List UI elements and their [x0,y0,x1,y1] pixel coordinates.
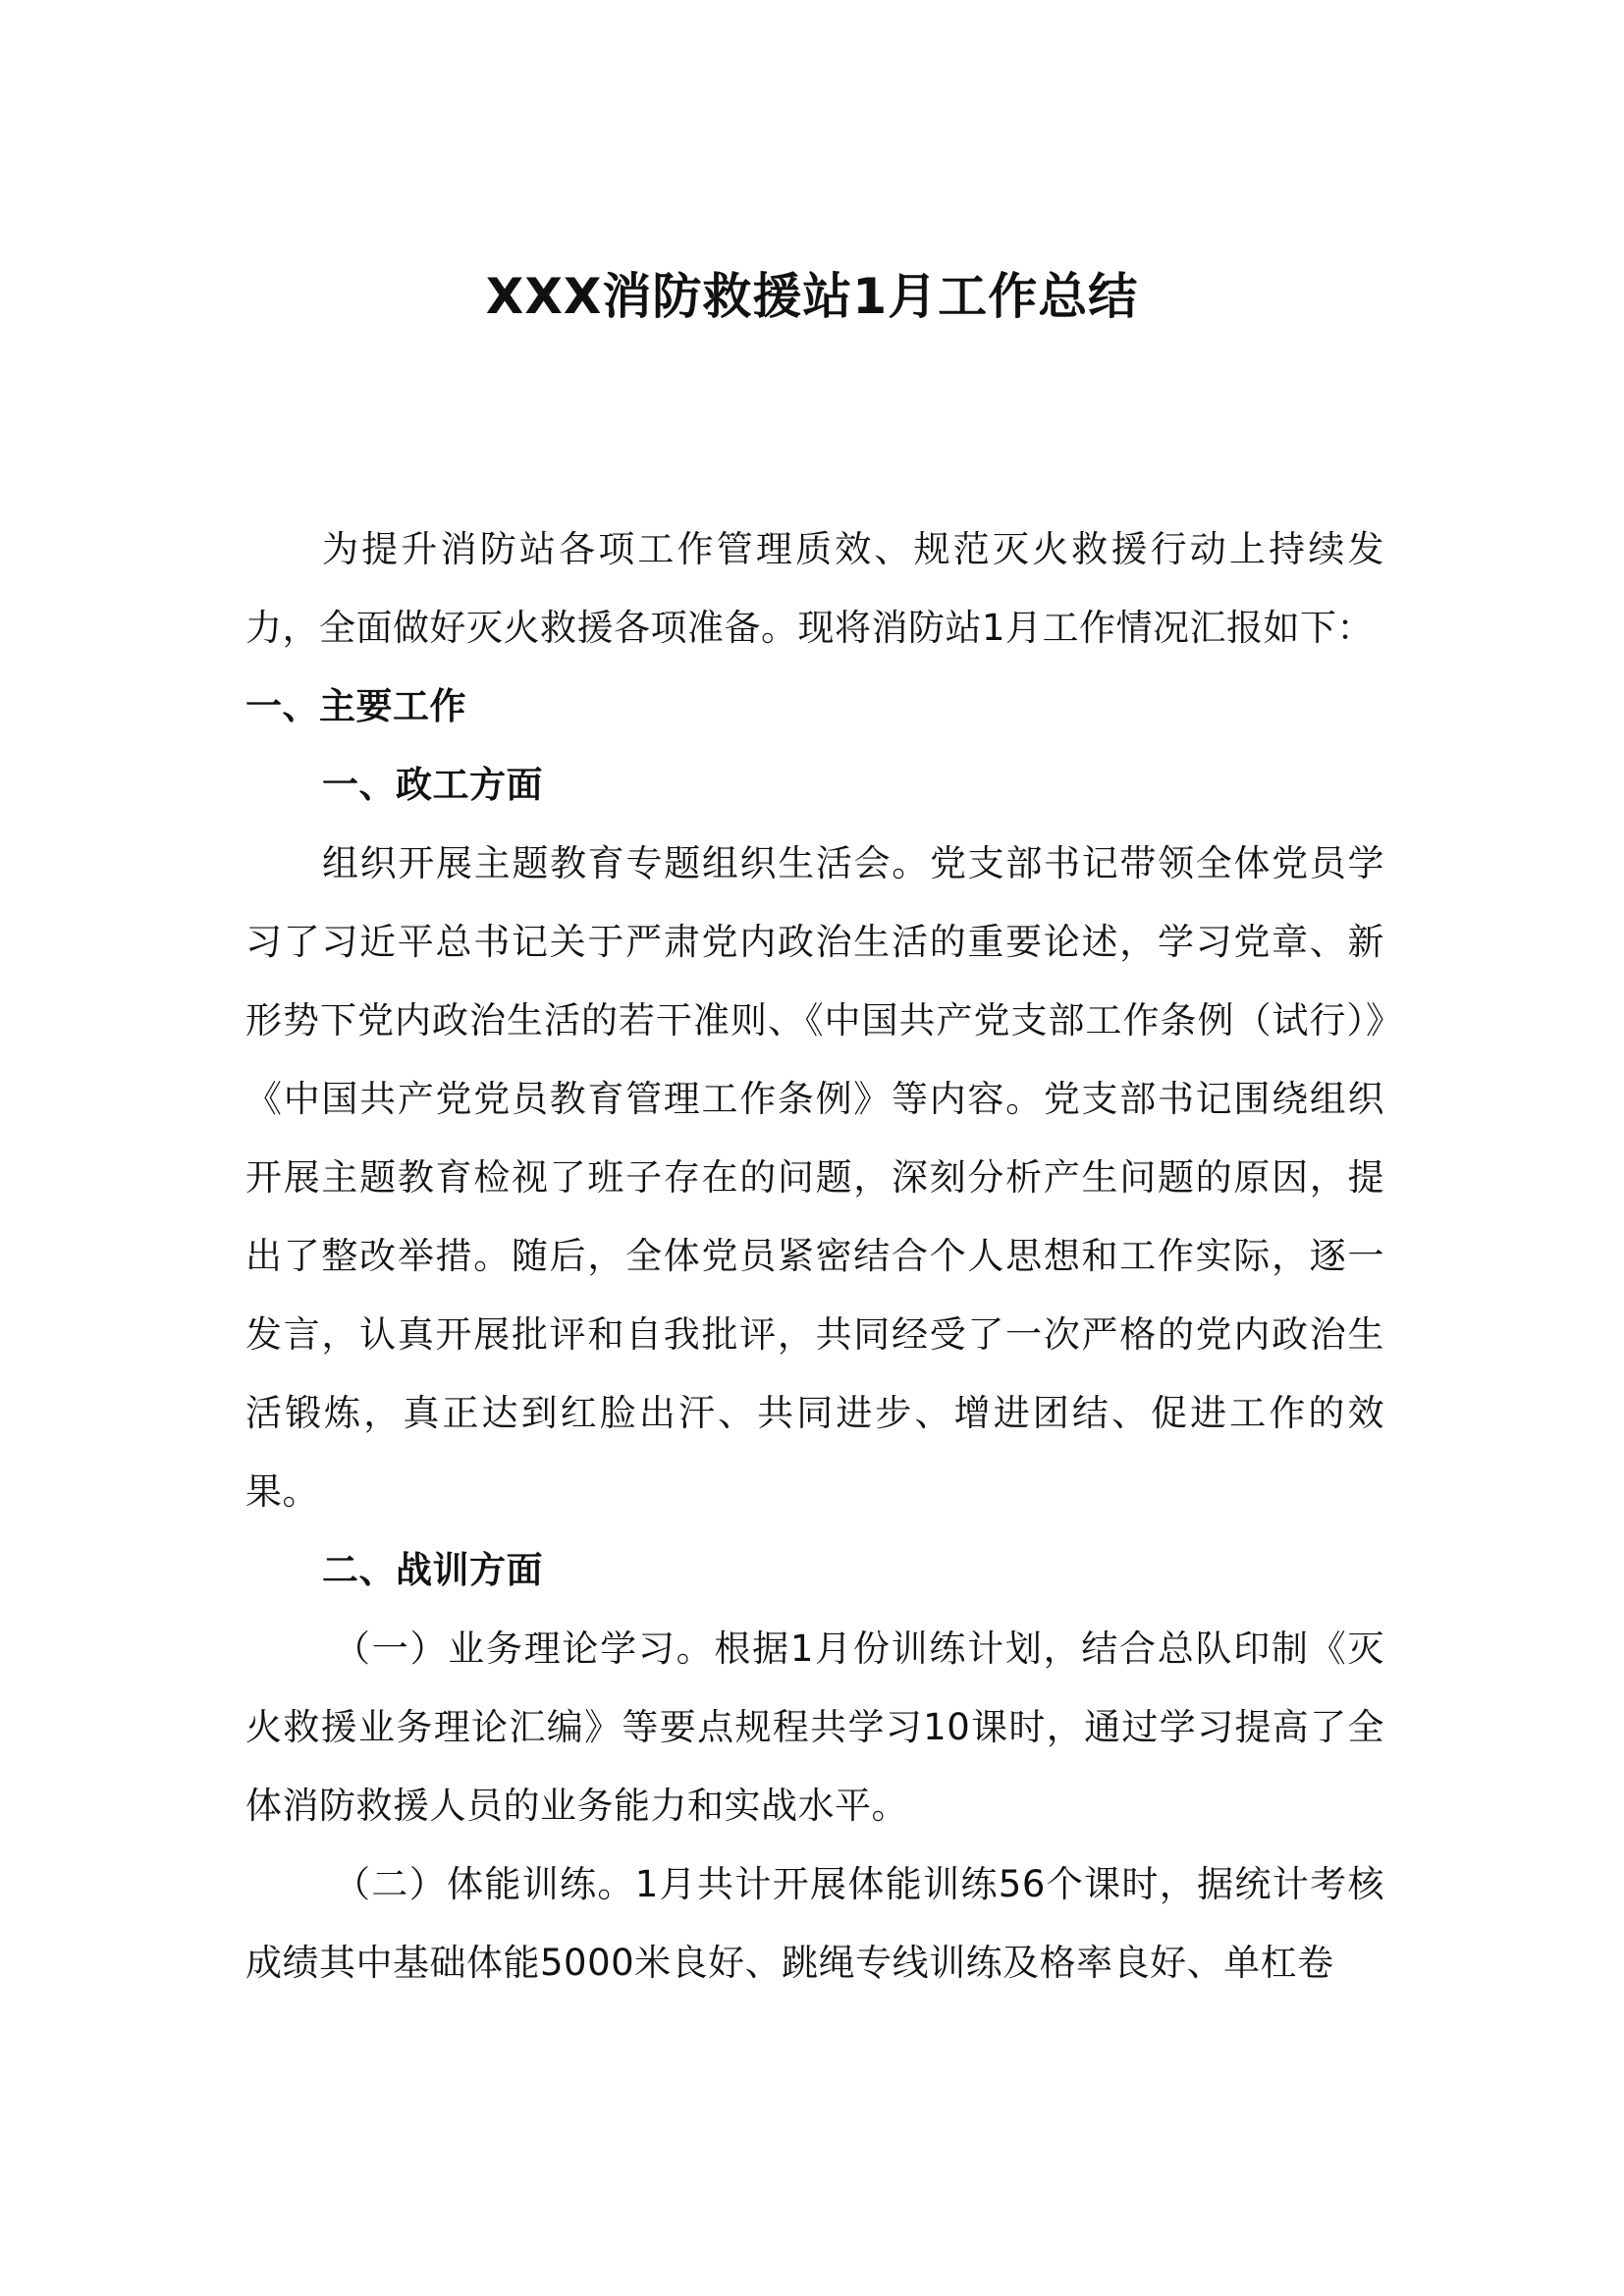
subsection-heading-political: 一、政工方面 [322,764,543,806]
document-title: XXX消防救援站1月工作总结 [485,268,1139,325]
political-work-paragraph: 组织开展主题教育专题组织生活会。党支部书记带领全体党员学习了习近平总书记关于严肃党内政治生活的重要论述，学习党章、新形势下党内政治生活的若干准则、《中国共产党支部工作条例（试行）》《中国共产党党员教育管理工作条例》等内容。党支部书记围绕组织开展主题教育检视了班子存在的问题，深刻分析产生问题的原因，提出了整改举措。随后，全体党员紧密结合个人思想和工作实际，逐一发言，认真开展批评和自我批评，共同经受了一次严格的党内政治生活锻炼，真正达到红脸出汗、共同进步、增进团结、促进工作的效果。 [245,842,1384,1513]
subsection-heading-training: 二、战训方面 [322,1549,543,1591]
section-heading-main-work: 一、主要工作 [245,685,466,727]
physical-training-paragraph: （二）体能训练。1月共计开展体能训练56个课时，据统计考核成绩其中基础体能5000米良好、跳绳专线训练及格率良好、单杠卷 [245,1863,1384,1984]
document-body [245,510,1384,2002]
intro-paragraph: 为提升消防站各项工作管理质效、规范灭火救援行动上持续发力，全面做好灭火救援各项准备。现将消防站1月工作情况汇报如下： [245,528,1384,649]
theory-study-paragraph: （一）业务理论学习。根据1月份训练计划，结合总队印制《灭火救援业务理论汇编》等要点规程共学习10课时，通过学习提高了全体消防救援人员的业务能力和实战水平。 [245,1628,1384,1827]
